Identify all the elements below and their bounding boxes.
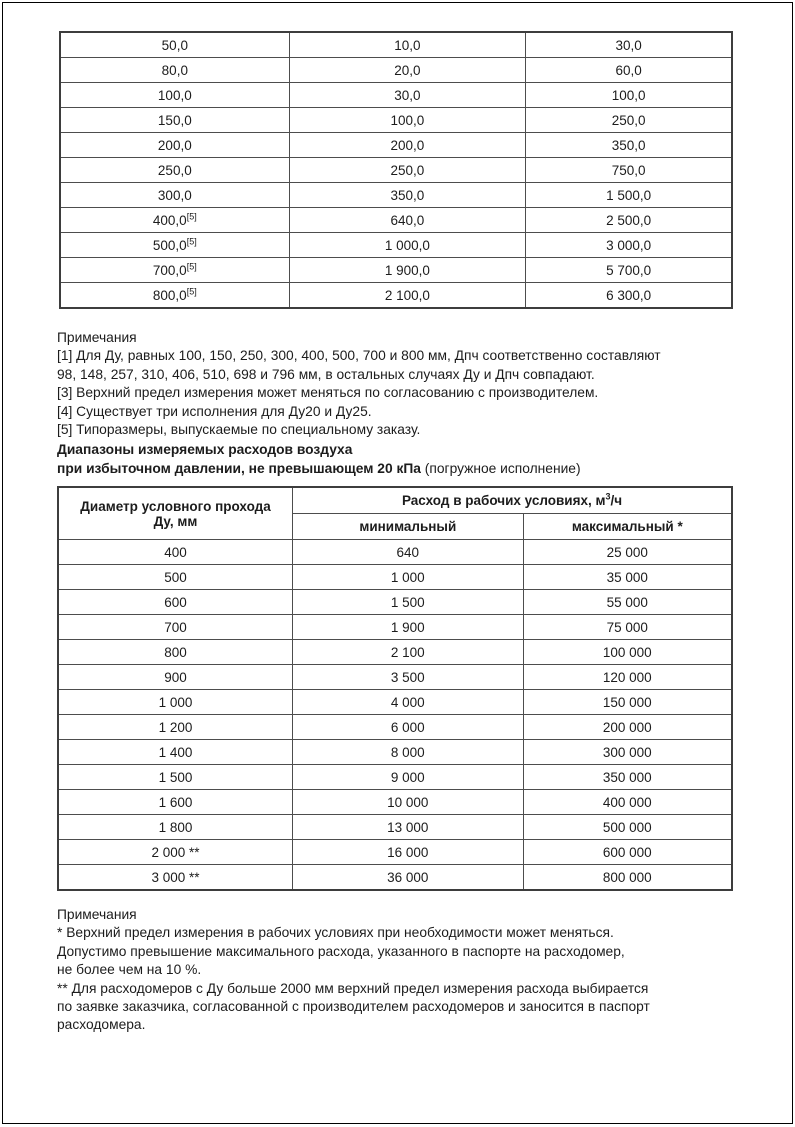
notes-block-2 bbox=[57, 906, 650, 1035]
flow-group-superscript: 3 bbox=[605, 491, 611, 502]
table-row bbox=[58, 665, 732, 690]
table-cell: 120 000 bbox=[523, 665, 732, 690]
table-cell: 25 000 bbox=[523, 540, 732, 565]
table-cell: 400 000 bbox=[523, 790, 732, 815]
table-cell: 2 000 ** bbox=[58, 840, 293, 865]
text-line: [5] Типоразмеры, выпускаемые по специальному заказу. bbox=[57, 422, 421, 438]
table-cell: 55 000 bbox=[523, 590, 732, 615]
text-line: 98, 148, 257, 310, 406, 510, 698 и 796 мм, в остальных случаях Ду и Дпч совпадают. bbox=[57, 366, 595, 382]
table-cell: 250,0 bbox=[526, 108, 732, 133]
table-cell: 10 000 bbox=[293, 790, 524, 815]
table-cell: 1 000,0 bbox=[289, 233, 526, 258]
table-row bbox=[58, 865, 732, 891]
section-heading-line-2-bold: при избыточном давлении, не превышающем 20 кПа bbox=[57, 460, 421, 476]
table-row bbox=[58, 765, 732, 790]
text-line: [4] Существует три исполнения для Ду20 и Ду25. bbox=[57, 403, 372, 419]
table-row bbox=[60, 58, 732, 83]
section-heading-line-2 bbox=[57, 460, 581, 479]
table-cell: 1 500 bbox=[293, 590, 524, 615]
table-row bbox=[58, 815, 732, 840]
table-row bbox=[58, 740, 732, 765]
section-heading-line-1: Диапазоны измеряемых расходов воздуха bbox=[57, 442, 353, 457]
table-cell: 50,0 bbox=[60, 32, 289, 58]
table-cell: 500,0[5] bbox=[60, 233, 289, 258]
table-cell: 2 100 bbox=[293, 640, 524, 665]
table-cell: 3 000 ** bbox=[58, 865, 293, 891]
air-flow-ranges-table-body bbox=[58, 540, 732, 891]
flow-group-base: Расход в рабочих условиях, м bbox=[401, 493, 606, 508]
table-cell: 800 000 bbox=[523, 865, 732, 891]
table-cell: 1 900 bbox=[293, 615, 524, 640]
text-line: по заявке заказчика, согласованной с производителем расходомеров и заносится в паспорт bbox=[57, 999, 650, 1015]
table-cell: 36 000 bbox=[293, 865, 524, 891]
table-cell: 3 500 bbox=[293, 665, 524, 690]
table-cell: 250,0 bbox=[60, 158, 289, 183]
table-row bbox=[60, 258, 732, 283]
table-row bbox=[60, 108, 732, 133]
table-row bbox=[60, 283, 732, 309]
table-cell: 640 bbox=[293, 540, 524, 565]
table-cell: 300 000 bbox=[523, 740, 732, 765]
table-cell: 20,0 bbox=[289, 58, 526, 83]
air-flow-ranges-table-header bbox=[58, 487, 732, 540]
header-cell-min: минимальный bbox=[293, 514, 524, 540]
table-cell: 350,0 bbox=[289, 183, 526, 208]
table-row bbox=[58, 640, 732, 665]
table-cell: 500 bbox=[58, 565, 293, 590]
table-row bbox=[58, 615, 732, 640]
upper-flow-ranges-table-body bbox=[60, 32, 732, 308]
table-cell: 750,0 bbox=[526, 158, 732, 183]
header-cell-max: максимальный * bbox=[523, 514, 732, 540]
table-cell: 5 700,0 bbox=[526, 258, 732, 283]
flow-group-tail: /ч bbox=[610, 493, 623, 508]
table-cell: 400 bbox=[58, 540, 293, 565]
header-cell-flow-group bbox=[293, 487, 732, 514]
text-line: Примечания bbox=[57, 907, 137, 922]
table-cell: 900 bbox=[58, 665, 293, 690]
table-row bbox=[60, 83, 732, 108]
table-cell: 400,0[5] bbox=[60, 208, 289, 233]
header-diameter-line-2: Ду, мм bbox=[153, 513, 198, 529]
table-cell: 30,0 bbox=[526, 32, 732, 58]
table-cell: 6 300,0 bbox=[526, 283, 732, 309]
table-row bbox=[60, 208, 732, 233]
table-cell: 150,0 bbox=[60, 108, 289, 133]
table-row bbox=[58, 840, 732, 865]
header-cell-diameter bbox=[58, 487, 293, 540]
table-cell: 60,0 bbox=[526, 58, 732, 83]
notes-block-1 bbox=[57, 329, 661, 439]
table-cell: 1 500 bbox=[58, 765, 293, 790]
table-row bbox=[60, 32, 732, 58]
table-cell: 1 600 bbox=[58, 790, 293, 815]
table-row bbox=[58, 715, 732, 740]
table-cell: 200,0 bbox=[60, 133, 289, 158]
table-row bbox=[58, 565, 732, 590]
cell-superscript: [5] bbox=[186, 286, 197, 296]
table-cell: 800,0[5] bbox=[60, 283, 289, 309]
text-line: Примечания bbox=[57, 330, 137, 345]
table-cell: 2 100,0 bbox=[289, 283, 526, 309]
text-line: не более чем на 10 %. bbox=[57, 962, 202, 978]
table-cell: 4 000 bbox=[293, 690, 524, 715]
header-diameter-line-1: Диаметр условного прохода bbox=[80, 498, 271, 514]
cell-superscript: [5] bbox=[186, 236, 197, 246]
table-row bbox=[58, 540, 732, 565]
table-cell: 1 900,0 bbox=[289, 258, 526, 283]
table-cell: 6 000 bbox=[293, 715, 524, 740]
document-page bbox=[2, 2, 793, 1124]
table-cell: 3 000,0 bbox=[526, 233, 732, 258]
table-cell: 300,0 bbox=[60, 183, 289, 208]
cell-superscript: [5] bbox=[186, 211, 197, 221]
table-cell: 350,0 bbox=[526, 133, 732, 158]
table-row bbox=[58, 790, 732, 815]
table-cell: 1 200 bbox=[58, 715, 293, 740]
table-cell: 80,0 bbox=[60, 58, 289, 83]
table-cell: 100,0 bbox=[526, 83, 732, 108]
upper-flow-ranges-table bbox=[59, 31, 733, 309]
table-cell: 1 000 bbox=[293, 565, 524, 590]
text-line: ** Для расходомеров с Ду больше 2000 мм верхний предел измерения расхода выбирается bbox=[57, 980, 649, 996]
table-cell: 100,0 bbox=[60, 83, 289, 108]
table-cell: 500 000 bbox=[523, 815, 732, 840]
section-heading bbox=[57, 441, 581, 478]
text-line: Допустимо превышение максимального расхода, указанного в паспорте на расходомер, bbox=[57, 943, 625, 959]
table-cell: 16 000 bbox=[293, 840, 524, 865]
table-cell: 1 000 bbox=[58, 690, 293, 715]
table-row bbox=[60, 183, 732, 208]
table-cell: 13 000 bbox=[293, 815, 524, 840]
text-line: расходомера. bbox=[57, 1017, 146, 1033]
table-cell: 600 000 bbox=[523, 840, 732, 865]
table-cell: 1 500,0 bbox=[526, 183, 732, 208]
table-cell: 700 bbox=[58, 615, 293, 640]
air-flow-ranges-table bbox=[57, 486, 733, 891]
text-line: [3] Верхний предел измерения может меняться по согласованию с производителем. bbox=[57, 385, 599, 401]
table-cell: 35 000 bbox=[523, 565, 732, 590]
table-cell: 700,0[5] bbox=[60, 258, 289, 283]
table-cell: 150 000 bbox=[523, 690, 732, 715]
text-line: [1] Для Ду, равных 100, 150, 250, 300, 400, 500, 700 и 800 мм, Дпч соответственно составляют bbox=[57, 348, 661, 364]
table-cell: 100 000 bbox=[523, 640, 732, 665]
text-line: * Верхний предел измерения в рабочих условиях при необходимости может меняться. bbox=[57, 925, 614, 941]
table-cell: 1 800 bbox=[58, 815, 293, 840]
table-cell: 75 000 bbox=[523, 615, 732, 640]
table-row bbox=[60, 233, 732, 258]
section-heading-line-2-normal: (погружное исполнение) bbox=[420, 460, 581, 476]
table-row bbox=[60, 158, 732, 183]
table-cell: 2 500,0 bbox=[526, 208, 732, 233]
table-cell: 200,0 bbox=[289, 133, 526, 158]
table-cell: 600 bbox=[58, 590, 293, 615]
table-row bbox=[58, 590, 732, 615]
table-cell: 200 000 bbox=[523, 715, 732, 740]
table-cell: 350 000 bbox=[523, 765, 732, 790]
table-cell: 250,0 bbox=[289, 158, 526, 183]
table-row bbox=[58, 690, 732, 715]
table-cell: 1 400 bbox=[58, 740, 293, 765]
table-cell: 30,0 bbox=[289, 83, 526, 108]
table-row bbox=[60, 133, 732, 158]
cell-superscript: [5] bbox=[186, 261, 197, 271]
table-cell: 800 bbox=[58, 640, 293, 665]
table-cell: 640,0 bbox=[289, 208, 526, 233]
header-row-1 bbox=[58, 487, 732, 514]
table-cell: 10,0 bbox=[289, 32, 526, 58]
table-cell: 8 000 bbox=[293, 740, 524, 765]
table-cell: 100,0 bbox=[289, 108, 526, 133]
table-cell: 9 000 bbox=[293, 765, 524, 790]
